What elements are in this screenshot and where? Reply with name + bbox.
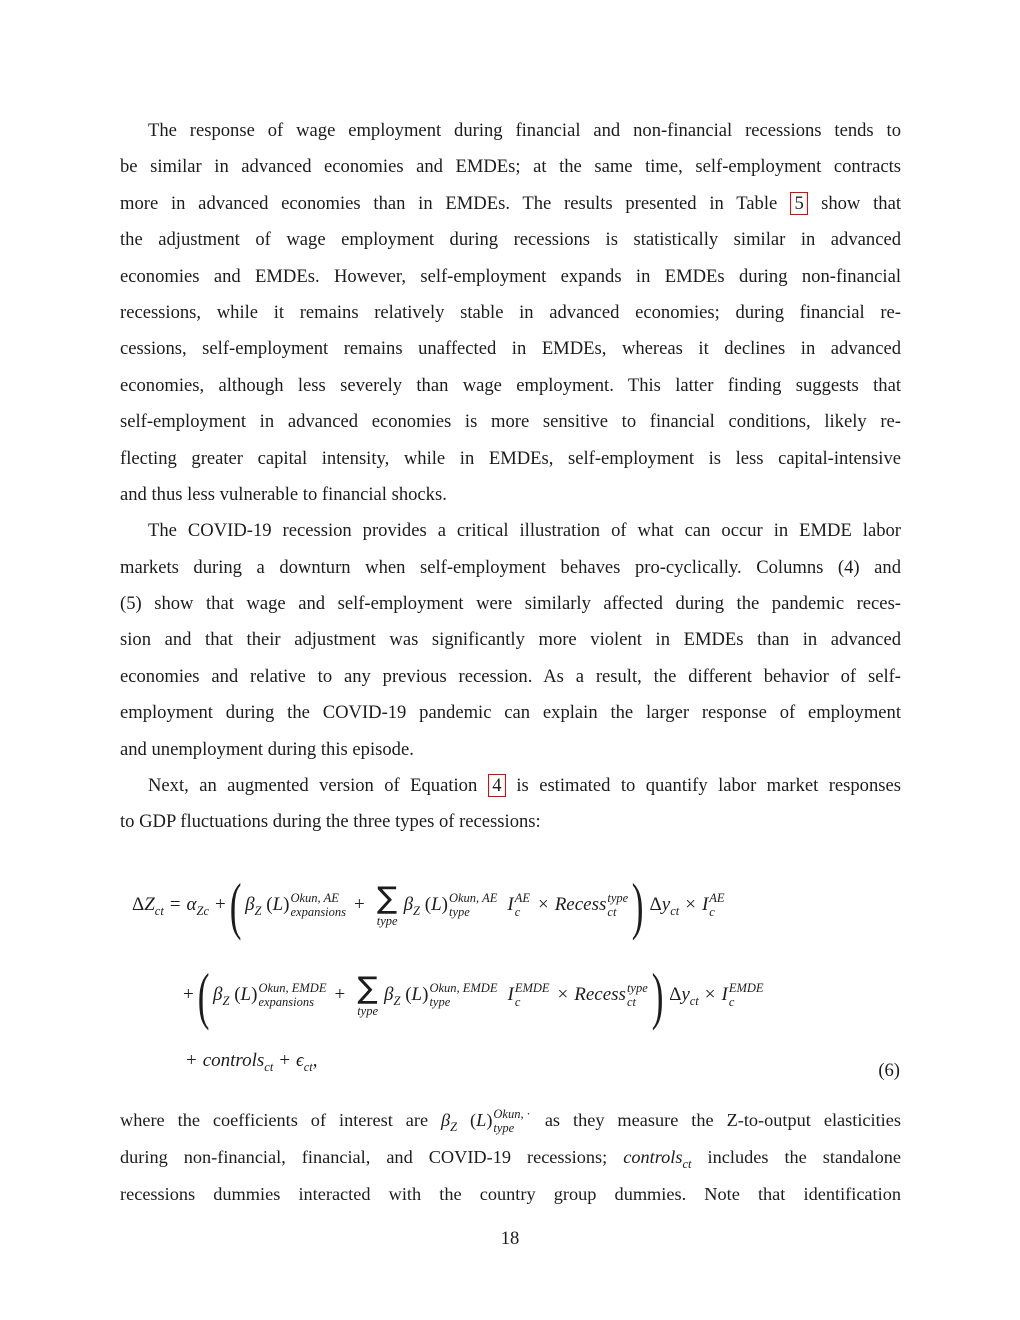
- math-subscript: Zc: [196, 904, 210, 918]
- text-line: employment during the COVID-19 pandemic can explain the larger response of employment: [120, 702, 901, 724]
- math-var: controls: [202, 1050, 265, 1071]
- math-roman: ): [283, 894, 290, 915]
- text-line: where the coefficients of interest are $\beta_Z$ (L) Okun, · type as they measure the Z-to-output elasticities: [120, 1107, 901, 1135]
- math-subscript: ct: [154, 904, 164, 918]
- text-line: cessions, self-employment remains unaffected in EMDEs, whereas it declines in advanced: [120, 338, 901, 360]
- math-supsub-stack: Okun, AE expansions: [290, 891, 347, 919]
- body-text-block: [120, 113, 901, 841]
- math-supsub-stack: Okun, EMDE expansions: [258, 981, 327, 1009]
- math-operator: +: [186, 1050, 197, 1071]
- text-line: (5) show that wage and self-employment were similarly affected during the pandemic reces-: [120, 593, 901, 615]
- math-var: I: [507, 984, 514, 1005]
- text-line: to GDP fluctuations during the three types of recessions:: [120, 811, 541, 833]
- after-equation-text-block: [120, 1102, 901, 1212]
- math-subscript: ct: [264, 1060, 274, 1074]
- math-var: Recess: [574, 984, 626, 1005]
- text-line: the adjustment of wage employment during recessions is statistically similar in advanced: [120, 229, 901, 251]
- math-var: L: [272, 894, 284, 915]
- math-subscript: Z: [393, 994, 401, 1008]
- big-right-paren: ): [632, 869, 644, 941]
- text-line: markets during a downturn when self-employment behaves pro-cyclically. Columns (4) and: [120, 556, 901, 578]
- math-supsub-stack: Okun, AE type: [448, 891, 498, 919]
- equation-line: [120, 950, 901, 1040]
- text-line: sion and that their adjustment was significantly more violent in EMDEs than in advanced: [120, 629, 901, 651]
- text-line: flecting greater capital intensity, while in EMDEs, self-employment is less capital-intensive: [120, 447, 901, 469]
- math-var: y: [681, 984, 690, 1005]
- math-subscript: Z: [413, 904, 420, 918]
- math-operator: ×: [537, 894, 549, 915]
- math-supsub-stack: EMDE c: [514, 981, 550, 1009]
- inline-math: [441, 1107, 532, 1135]
- math-var: β: [384, 984, 394, 1005]
- math-subscript: Z: [450, 1120, 458, 1134]
- math-var: β: [441, 1110, 451, 1130]
- text-line: Next, an augmented version of Equation 4 is estimated to quantify labor market responses: [148, 775, 901, 797]
- summation-icon: ∑ type: [376, 880, 398, 928]
- equation-line: [120, 1040, 901, 1082]
- big-right-paren: ): [651, 959, 664, 1031]
- math-roman: Δ: [669, 984, 682, 1005]
- text-line: The COVID-19 recession provides a critical illustration of what can occur in EMDE labor: [148, 520, 901, 542]
- math-roman: (: [400, 984, 412, 1005]
- math-operator: ×: [685, 894, 696, 915]
- math-operator: +: [354, 894, 365, 915]
- math-operator: ×: [557, 984, 569, 1005]
- math-subscript: Z: [254, 904, 262, 918]
- text-line: economies, although less severely than wage employment. This latter finding suggests that: [120, 374, 901, 396]
- math-supsub-stack: Okun, · type: [493, 1107, 530, 1135]
- math-var: I: [701, 894, 709, 915]
- math-var: β: [403, 894, 414, 915]
- math-var: y: [661, 894, 671, 915]
- math-roman: ): [422, 984, 429, 1005]
- summation-icon: ∑ type: [357, 970, 379, 1018]
- equation-4-link[interactable]: 4: [488, 774, 506, 797]
- math-roman: Δ: [649, 894, 662, 915]
- text-line: economies and relative to any previous recession. As a result, the different behavior of self-: [120, 665, 901, 687]
- math-roman: ): [486, 1110, 493, 1130]
- math-operator: ×: [704, 984, 716, 1005]
- math-var: Z: [144, 894, 155, 915]
- inline-math: [623, 1146, 692, 1171]
- math-var: β: [245, 894, 255, 915]
- math-supsub-stack: type ct: [626, 981, 648, 1009]
- math-roman: Δ: [132, 894, 145, 915]
- math-roman: ,: [312, 1050, 318, 1071]
- math-roman: (: [457, 1110, 477, 1130]
- math-var: I: [507, 894, 514, 915]
- math-operator: +: [183, 984, 194, 1005]
- big-left-paren: (: [197, 959, 210, 1031]
- math-supsub-stack: EMDE c: [728, 981, 764, 1009]
- text-line: more in advanced economies than in EMDEs. The results presented in Table 5 show that: [120, 192, 902, 214]
- math-roman: (: [261, 894, 273, 915]
- math-subscript: ct: [670, 904, 680, 918]
- math-supsub-stack: AE c: [709, 891, 725, 919]
- math-operator: +: [279, 1050, 291, 1071]
- math-subscript: ct: [303, 1060, 313, 1074]
- math-var: ϵ: [296, 1050, 304, 1071]
- math-var: L: [431, 894, 442, 915]
- math-roman: (: [420, 894, 432, 915]
- math-subscript: ct: [682, 1156, 692, 1171]
- math-var: α: [186, 894, 197, 915]
- math-supsub-stack: Okun, EMDE type: [429, 981, 498, 1009]
- equation-block: [120, 860, 901, 1082]
- equation-number: (6): [878, 1060, 900, 1081]
- math-supsub-stack: type ct: [607, 891, 629, 919]
- math-var: β: [213, 984, 223, 1005]
- math-var: I: [721, 984, 728, 1005]
- text-line: economies and EMDEs. However, self-employment expands in EMDEs during non-financial: [120, 265, 901, 287]
- math-var: L: [240, 984, 252, 1005]
- text-line: The response of wage employment during financial and non-financial recessions tends to: [148, 120, 901, 141]
- math-roman: ): [251, 984, 258, 1005]
- math-operator: =: [169, 894, 181, 915]
- page-number: 18: [500, 1228, 520, 1249]
- math-var: L: [411, 984, 423, 1005]
- math-var: L: [476, 1110, 487, 1130]
- big-left-paren: (: [229, 869, 242, 941]
- text-line: and unemployment during this episode.: [120, 738, 414, 760]
- math-var: controls: [623, 1146, 683, 1167]
- math-operator: +: [215, 894, 226, 915]
- math-roman: ): [441, 894, 448, 915]
- table-5-link[interactable]: 5: [790, 192, 808, 215]
- equation-line: [120, 860, 901, 950]
- math-roman: (: [229, 984, 241, 1005]
- math-subscript: Z: [222, 994, 230, 1008]
- math-supsub-stack: AE c: [514, 891, 530, 919]
- math-subscript: ct: [689, 994, 699, 1008]
- text-line: and thus less vulnerable to financial shocks.: [120, 483, 447, 505]
- text-line: self-employment in advanced economies is more sensitive to financial conditions, likely re-: [120, 411, 901, 433]
- math-operator: +: [334, 984, 346, 1005]
- text-line: be similar in advanced economies and EMDEs; at the same time, self-employment contracts: [120, 156, 901, 178]
- text-line: during non-financial, financial, and COVID-19 recessions; controls$_{ct}$ includes the standalone: [120, 1146, 901, 1171]
- text-line: recessions, while it remains relatively stable in advanced economies; during financial re-: [120, 301, 901, 323]
- text-line: recessions dummies interacted with the country group dummies. Note that identification: [120, 1183, 901, 1204]
- math-var: Recess: [554, 894, 607, 915]
